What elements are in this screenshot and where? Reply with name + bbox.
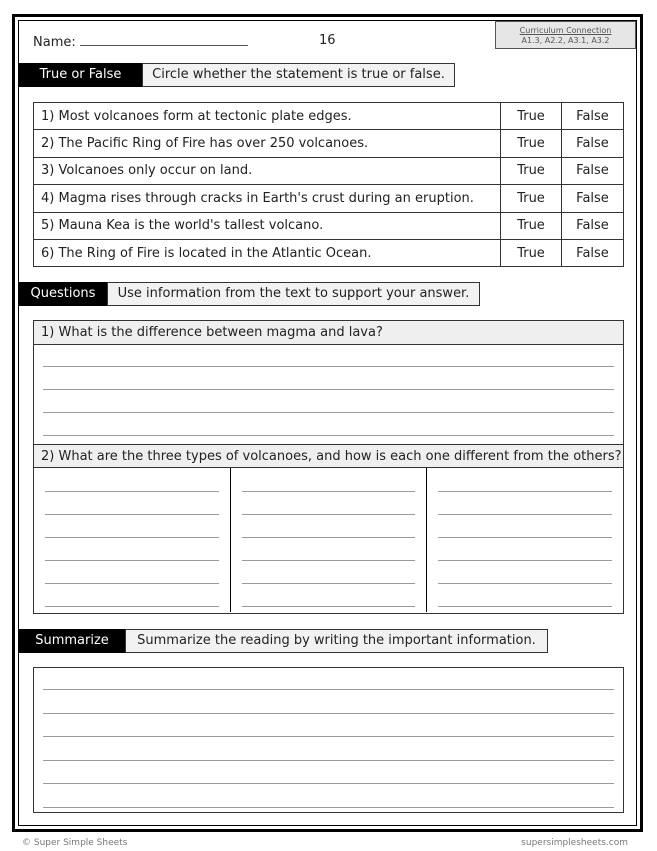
question-1-answer-area[interactable]	[34, 345, 623, 444]
answer-line[interactable]	[43, 807, 614, 808]
statement-text: 4) Magma rises through cracks in Earth's crust during an eruption.	[34, 185, 501, 212]
questions-section-header	[19, 282, 480, 306]
question-1-title: 1) What is the difference between magma and lava?	[34, 321, 623, 345]
answer-line[interactable]	[45, 583, 219, 584]
answer-line[interactable]	[43, 760, 614, 761]
answer-line[interactable]	[438, 491, 612, 492]
answer-line[interactable]	[242, 491, 416, 492]
answer-line[interactable]	[43, 783, 614, 784]
true-false-row	[34, 130, 624, 157]
answer-line[interactable]	[43, 435, 614, 436]
statement-text: 3) Volcanoes only occur on land.	[34, 157, 501, 184]
answer-line[interactable]	[45, 606, 219, 607]
true-false-row	[34, 239, 624, 266]
statement-text: 6) The Ring of Fire is located in the Atlantic Ocean.	[34, 239, 501, 266]
answer-line[interactable]	[242, 606, 416, 607]
questions-box	[33, 320, 624, 614]
answer-line[interactable]	[438, 560, 612, 561]
questions-label: Questions	[19, 282, 107, 306]
summarize-instruction: Summarize the reading by writing the important information.	[125, 629, 548, 653]
answer-column-3[interactable]	[426, 468, 623, 612]
summary-answer-box[interactable]	[33, 667, 624, 813]
true-option[interactable]: True	[501, 130, 562, 157]
answer-line[interactable]	[43, 366, 614, 367]
answer-column-1[interactable]	[34, 468, 230, 612]
questions-instruction: Use information from the text to support your answer.	[107, 282, 480, 306]
true-false-instruction: Circle whether the statement is true or false.	[142, 63, 455, 87]
answer-line[interactable]	[45, 491, 219, 492]
name-label: Name:	[33, 35, 76, 50]
answer-line[interactable]	[438, 537, 612, 538]
answer-line[interactable]	[242, 537, 416, 538]
true-false-row	[34, 157, 624, 184]
question-2-answer-columns	[34, 468, 623, 612]
false-option[interactable]: False	[562, 130, 624, 157]
page-number: 16	[319, 33, 336, 48]
answer-line[interactable]	[45, 514, 219, 515]
false-option[interactable]: False	[562, 185, 624, 212]
curriculum-connection-box	[495, 21, 636, 49]
curriculum-title: Curriculum Connection	[519, 26, 612, 35]
answer-line[interactable]	[438, 583, 612, 584]
true-option[interactable]: True	[501, 212, 562, 239]
answer-line[interactable]	[45, 537, 219, 538]
answer-line[interactable]	[242, 514, 416, 515]
answer-line[interactable]	[45, 560, 219, 561]
true-false-row	[34, 185, 624, 212]
true-false-label: True or False	[19, 63, 142, 87]
answer-column-2[interactable]	[230, 468, 427, 612]
true-option[interactable]: True	[501, 185, 562, 212]
answer-line[interactable]	[43, 689, 614, 690]
true-false-row	[34, 212, 624, 239]
answer-line[interactable]	[43, 412, 614, 413]
false-option[interactable]: False	[562, 103, 624, 130]
answer-line[interactable]	[242, 583, 416, 584]
false-option[interactable]: False	[562, 157, 624, 184]
answer-line[interactable]	[43, 713, 614, 714]
true-option[interactable]: True	[501, 157, 562, 184]
curriculum-codes: A1.3, A2.2, A3.1, A3.2	[521, 36, 610, 45]
footer-website[interactable]: supersimplesheets.com	[521, 838, 628, 848]
true-false-row	[34, 103, 624, 130]
answer-line[interactable]	[438, 606, 612, 607]
statement-text: 2) The Pacific Ring of Fire has over 250 volcanoes.	[34, 130, 501, 157]
answer-line[interactable]	[43, 389, 614, 390]
summarize-section-header	[19, 629, 548, 653]
name-blank-line[interactable]	[80, 33, 248, 46]
true-option[interactable]: True	[501, 103, 562, 130]
question-2-title: 2) What are the three types of volcanoes, and how is each one different from the others?	[34, 444, 623, 468]
false-option[interactable]: False	[562, 212, 624, 239]
true-option[interactable]: True	[501, 239, 562, 266]
summarize-label: Summarize	[19, 629, 125, 653]
footer-copyright: © Super Simple Sheets	[22, 838, 128, 848]
name-field[interactable]	[33, 33, 248, 50]
statement-text: 1) Most volcanoes form at tectonic plate edges.	[34, 103, 501, 130]
answer-line[interactable]	[43, 736, 614, 737]
statement-text: 5) Mauna Kea is the world's tallest volcano.	[34, 212, 501, 239]
answer-line[interactable]	[438, 514, 612, 515]
true-false-table	[33, 102, 624, 267]
true-false-section-header	[19, 63, 455, 87]
answer-line[interactable]	[242, 560, 416, 561]
false-option[interactable]: False	[562, 239, 624, 266]
